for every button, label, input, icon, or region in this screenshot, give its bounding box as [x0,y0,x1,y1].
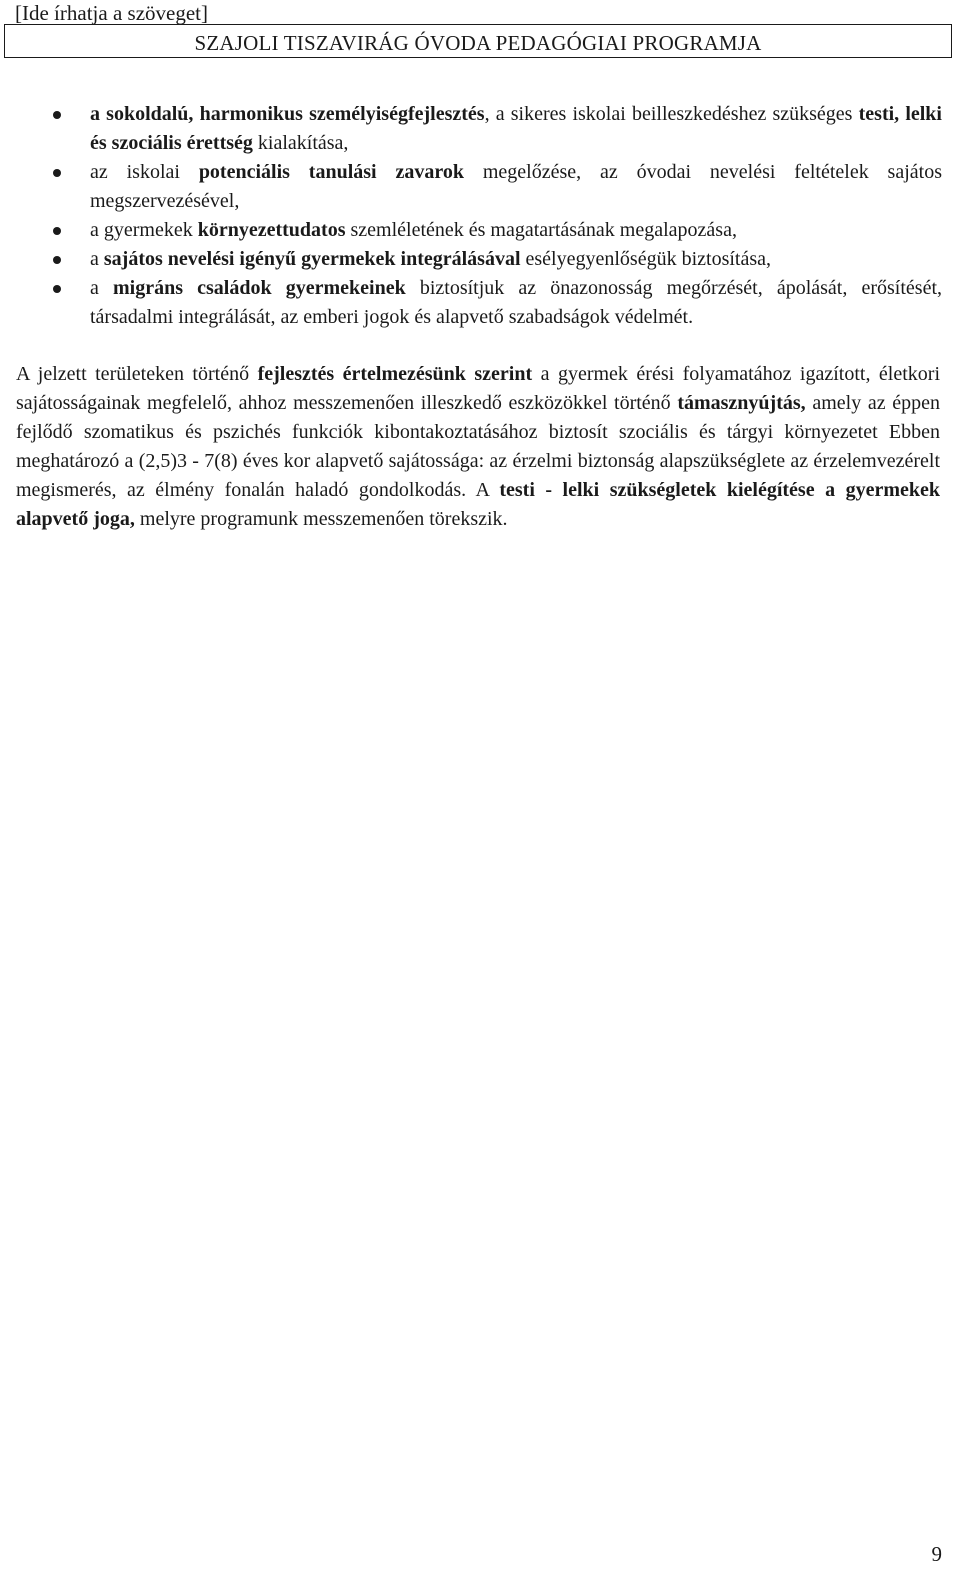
bullet-item [0,100,960,158]
text-run: szemléletének és magatartásának megalapozása, [345,219,737,241]
bullet-item [0,274,960,332]
text-run: A jelzett területeken történő [16,363,258,385]
text-run: az iskolai [90,161,199,183]
header-title-box [4,24,952,58]
bold-phrase: sajátos nevelési igényű gyermekek integrálásával [103,248,521,270]
goals-bullet-list [0,100,960,332]
text-run: a [90,248,104,270]
bold-phrase: a sokoldalú, harmonikus személyiségfejlesztés [90,103,485,125]
bold-phrase: potenciális tanulási zavarok [198,161,464,183]
body-paragraph [16,360,940,534]
text-run: a gyermek érési folyamatához igazított, életkori sajátosságainak megfelelő, ahhoz messzemenően illeszkedő eszközökkel történő [16,363,941,414]
bold-phrase: testi, lelki és szociális érettség [90,103,942,154]
bold-phrase: fejlesztés értelmezésünk szerint [257,363,533,385]
bullet-icon [53,227,61,235]
text-run: biztosítjuk az önazonosság megőrzését, ápolását, erősítését, társadalmi integrálását, az emberi jogok és alapvető szabadságok védelmét. [90,277,943,328]
text-run: kialakítása, [252,132,349,154]
bullet-item [0,216,960,245]
bullet-icon [53,256,61,264]
page-number: 9 [931,1542,942,1566]
bullet-icon [53,111,61,119]
text-run: megelőzése, az óvodai nevelési feltételek sajátos megszervezésével, [90,161,942,212]
bullet-item [0,158,960,216]
bold-phrase: testi - lelki szükségletek kielégítése a gyermekek alapvető joga, [16,479,940,530]
bold-phrase: környezettudatos [197,219,346,241]
bold-phrase: támasznyújtás, [677,392,806,414]
text-run: a gyermekek [90,219,198,241]
text-run: melyre programunk messzemenően törekszik. [134,508,508,530]
text-run: amely az éppen fejlődő szomatikus és pszichés funkciók kibontakoztatásához biztosít szociális és tárgyi környezetet Ebben meghatározó a (2,5)3 - 7(8) éves kor alapvető sajátossága: az érzelmi biztonság alapszükséglete az érzelemvezérelt megismerés, az élmény fonalán haladó gondolkodás. A [16,392,941,501]
header-placeholder-text: [Ide írhatja a szöveget] [15,1,208,25]
text-run: esélyegyenlőségük biztosítása, [520,248,772,270]
text-run: a [90,277,114,299]
bullet-icon [53,285,61,293]
text-run: , a sikeres iskolai beilleszkedéshez szükséges [484,103,859,125]
document-title: SZAJOLI TISZAVIRÁG ÓVODA PEDAGÓGIAI PROGRAMJA [194,31,762,55]
bullet-icon [53,169,61,177]
bold-phrase: migráns családok gyermekeinek [113,277,406,299]
bullet-item [0,245,960,274]
